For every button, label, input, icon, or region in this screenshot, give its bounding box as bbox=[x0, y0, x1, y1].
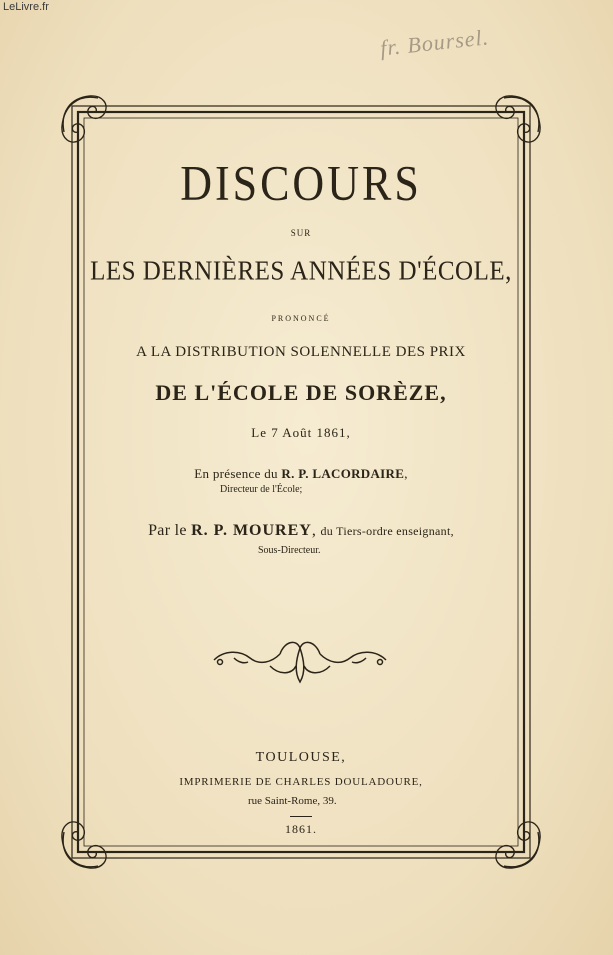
author-name: R. P. MOUREY bbox=[191, 522, 312, 539]
presence-role: Directeur de l'École; bbox=[220, 484, 303, 495]
author-suffix: , bbox=[311, 522, 321, 539]
imprint-printer: IMPRIMERIE DE CHARLES DOULADOURE, bbox=[179, 776, 423, 788]
presence-suffix: , bbox=[404, 466, 408, 481]
watermark-text: LeLivre.fr bbox=[3, 1, 49, 13]
imprint-address: rue Saint-Rome, 39. bbox=[248, 795, 337, 807]
handwritten-annotation: fr. Boursel. bbox=[378, 24, 491, 61]
presence-name: R. P. LACORDAIRE bbox=[281, 466, 405, 481]
speech-date: Le 7 Août 1861, bbox=[251, 425, 351, 440]
presence-line bbox=[58, 466, 544, 482]
distribution-line: A LA DISTRIBUTION SOLENNELLE DES PRIX bbox=[136, 344, 466, 360]
author-line bbox=[58, 522, 544, 540]
author-role: Sous-Directeur. bbox=[258, 545, 321, 556]
author-prefix: Par le bbox=[148, 522, 192, 539]
presence-prefix: En présence du bbox=[194, 466, 282, 481]
prononce-label: PRONONCÉ bbox=[271, 314, 331, 323]
school-name: DE L'ÉCOLE DE SORÈZE, bbox=[155, 380, 447, 405]
sur-label: SUR bbox=[290, 228, 312, 238]
year-rule bbox=[290, 816, 312, 817]
ornament-flourish bbox=[210, 632, 390, 688]
subject-title: LES DERNIÈRES ANNÉES D'ÉCOLE, bbox=[90, 256, 512, 287]
author-order: du Tiers-ordre enseignant, bbox=[320, 524, 454, 538]
imprint-city: TOULOUSE, bbox=[255, 750, 347, 765]
main-title: DISCOURS bbox=[180, 156, 422, 211]
imprint-year: 1861. bbox=[285, 822, 317, 836]
